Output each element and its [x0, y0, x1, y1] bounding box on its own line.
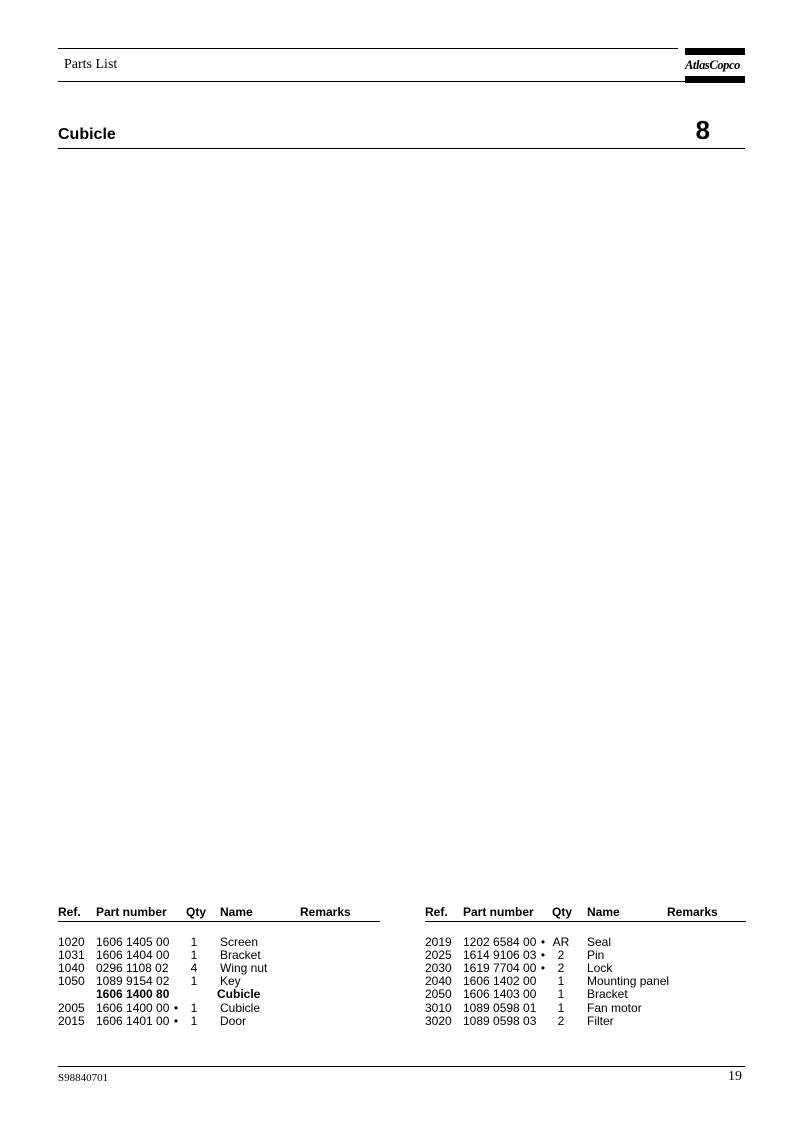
name-cell: Key: [220, 974, 241, 989]
part-number-cell: 0296 1108 02: [96, 961, 169, 976]
name-cell: Pin: [587, 948, 605, 963]
table-row: [425, 1001, 746, 1014]
ref-cell: 3010: [425, 1000, 452, 1015]
part-number-cell: 1606 1403 00: [463, 987, 537, 1002]
col-header-remarks: Remarks: [300, 905, 351, 919]
table-row: [58, 948, 380, 961]
col-header-qty: Qty: [552, 905, 573, 919]
page-number: 19: [728, 1069, 742, 1084]
part-number-cell: 1606 1401 00: [96, 1013, 170, 1028]
name-cell: Screen: [220, 935, 259, 949]
part-number-cell: 1606 1400 00: [96, 1000, 170, 1015]
ref-cell: 2015: [58, 1013, 85, 1028]
col-header-part-number: Part number: [96, 905, 167, 919]
col-header-qty: Qty: [186, 905, 207, 919]
table-row: [425, 961, 746, 974]
table-row: [425, 935, 746, 948]
document-code: S98840701: [58, 1072, 109, 1084]
bullet-cell: •: [173, 1013, 179, 1028]
ref-cell: 2030: [425, 961, 452, 976]
bullet-cell: •: [173, 1000, 179, 1015]
qty-cell: 1: [190, 1000, 198, 1015]
ref-cell: 3020: [425, 1013, 452, 1028]
name-cell: Mounting panel: [587, 974, 670, 989]
col-header-name: Name: [587, 905, 620, 919]
name-cell: Filter: [587, 1013, 614, 1028]
header-top-rule: [58, 48, 678, 49]
part-number-cell: 1089 0598 03: [463, 1013, 537, 1028]
ref-cell: 2040: [425, 974, 452, 989]
name-cell: Seal: [587, 935, 612, 949]
qty-cell: 1: [190, 974, 198, 989]
logo-wordmark: AtlasCopco: [685, 58, 741, 72]
qty-cell: AR: [552, 935, 570, 949]
qty-cell: 1: [557, 1000, 565, 1015]
name-cell: Door: [220, 1013, 247, 1028]
table-row: [58, 1001, 380, 1014]
qty-cell: 1: [557, 987, 565, 1002]
name-cell: Cubicle: [220, 1000, 261, 1015]
name-cell: Lock: [587, 961, 613, 976]
table-row: [425, 974, 746, 987]
qty-cell: 1: [557, 974, 565, 989]
name-cell: Fan motor: [587, 1000, 642, 1015]
section-title: Cubicle: [58, 126, 116, 143]
part-number-cell: 1606 1405 00: [96, 935, 170, 949]
logo-bottom-bar: [685, 76, 745, 83]
atlas-copco-logo: [685, 48, 745, 84]
table-row: [58, 961, 380, 974]
ref-cell: 2025: [425, 948, 452, 963]
col-header-name: Name: [220, 905, 253, 919]
footer-rule: [58, 1066, 745, 1067]
table-row: [425, 987, 746, 1000]
bullet-cell: •: [540, 948, 546, 963]
part-number-cell: 1614 9106 03: [463, 948, 537, 963]
ref-cell: 1050: [58, 974, 85, 989]
part-number-cell: 1606 1404 00: [96, 948, 170, 963]
ref-cell: 1040: [58, 961, 85, 976]
col-header-ref: Ref.: [425, 905, 448, 919]
ref-cell: 2005: [58, 1000, 85, 1015]
table-header-rule: [58, 921, 380, 922]
qty-cell: 2: [557, 948, 565, 963]
bullet-cell: •: [540, 935, 546, 949]
table-row: [58, 974, 380, 987]
part-number-cell: 1619 7704 00: [463, 961, 537, 976]
section-rule: [58, 148, 745, 149]
ref-cell: 1020: [58, 935, 85, 949]
qty-cell: 2: [557, 1013, 565, 1028]
ref-cell: 2050: [425, 987, 452, 1002]
ref-cell: 2019: [425, 935, 452, 949]
table-row: [425, 948, 746, 961]
qty-cell: 2: [557, 961, 565, 976]
name-cell: Wing nut: [220, 961, 268, 976]
table-header-rule: [425, 921, 746, 922]
name-cell: Cubicle: [217, 987, 261, 1002]
part-number-cell: 1089 9154 02: [96, 974, 170, 989]
name-cell: Bracket: [220, 948, 261, 963]
part-number-cell: 1202 6584 00: [463, 935, 537, 949]
qty-cell: 4: [190, 961, 198, 976]
qty-cell: 1: [190, 948, 198, 963]
table-row: [58, 935, 380, 948]
table-row: [425, 1014, 746, 1027]
part-number-cell: 1606 1400 80: [96, 987, 170, 1002]
part-number-cell: 1089 0598 01: [463, 1000, 537, 1015]
qty-cell: 1: [190, 935, 198, 949]
bullet-cell: •: [540, 961, 546, 976]
name-cell: Bracket: [587, 987, 628, 1002]
illustration-area: [58, 160, 745, 890]
col-header-ref: Ref.: [58, 905, 81, 919]
table-row: [58, 1014, 380, 1027]
header-bottom-rule: [58, 81, 745, 82]
part-number-cell: 1606 1402 00: [463, 974, 537, 989]
section-number: 8: [695, 115, 710, 145]
qty-cell: 1: [190, 1013, 198, 1028]
ref-cell: 1031: [58, 948, 85, 963]
logo-top-bar: [685, 48, 745, 55]
table-row: [58, 987, 380, 1000]
col-header-remarks: Remarks: [667, 905, 718, 919]
col-header-part-number: Part number: [463, 905, 534, 919]
header-title: Parts List: [64, 57, 118, 72]
